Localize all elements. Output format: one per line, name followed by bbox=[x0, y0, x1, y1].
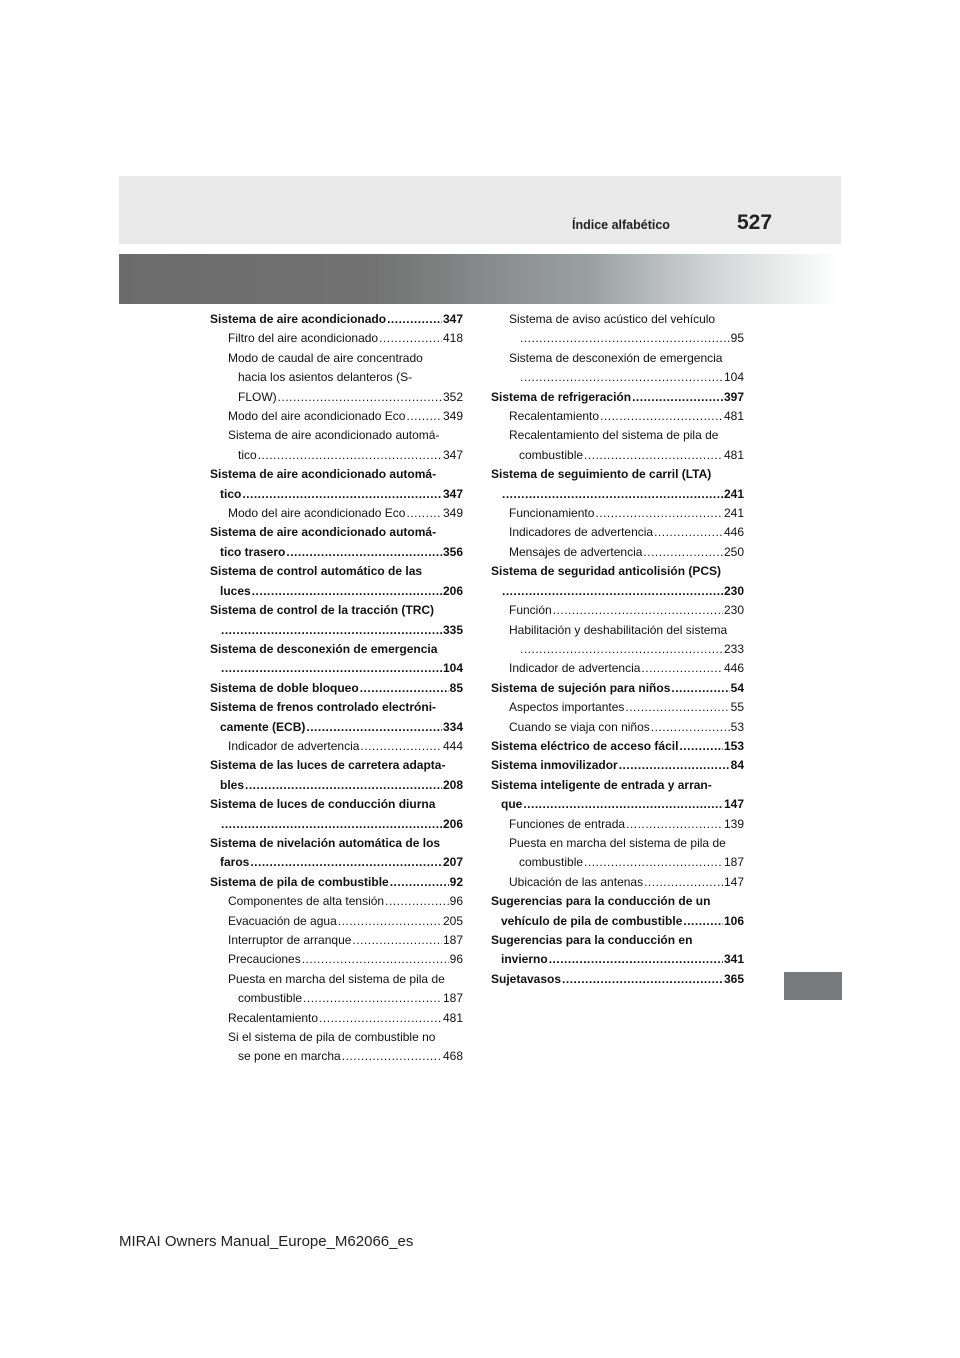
index-entry bbox=[491, 388, 744, 407]
dot-leader bbox=[379, 329, 442, 348]
index-entry-page: 187 bbox=[442, 991, 463, 1006]
index-entry-text: Sistema de control automático de las bbox=[210, 564, 423, 579]
index-entry bbox=[210, 776, 463, 795]
index-entry bbox=[491, 815, 744, 834]
index-entry-page: 341 bbox=[723, 952, 744, 967]
index-entry bbox=[491, 795, 744, 814]
dot-leader bbox=[654, 523, 723, 542]
index-side-tab bbox=[784, 972, 842, 1000]
index-entry bbox=[491, 465, 744, 484]
dot-leader bbox=[619, 756, 730, 775]
index-entry-text: Sistema de frenos controlado electróni- bbox=[210, 700, 437, 715]
index-entry bbox=[210, 970, 463, 989]
index-entry bbox=[491, 834, 744, 853]
index-entry bbox=[210, 543, 463, 562]
dot-leader bbox=[258, 446, 442, 465]
index-entry-text: Evacuación de agua bbox=[228, 913, 337, 928]
index-entry bbox=[491, 776, 744, 795]
index-entry-page: 104 bbox=[723, 370, 744, 385]
dot-leader bbox=[595, 504, 723, 523]
index-entry-text: Funciones de entrada bbox=[509, 816, 626, 831]
index-entry bbox=[491, 407, 744, 426]
index-entry bbox=[210, 698, 463, 717]
dot-leader bbox=[352, 931, 442, 950]
dot-leader bbox=[643, 543, 723, 562]
index-entry-page: 53 bbox=[730, 719, 744, 734]
index-entry-text: Ubicación de las antenas bbox=[509, 874, 644, 889]
index-entry-page: 187 bbox=[442, 933, 463, 947]
index-entry-text: Sistema de desconexión de emergencia bbox=[210, 641, 438, 656]
index-entry bbox=[210, 737, 463, 756]
index-entry bbox=[210, 485, 463, 504]
index-entry-page: 241 bbox=[723, 486, 744, 501]
index-entry-text: Sistema de pila de combustible bbox=[210, 874, 389, 889]
index-entry-page: 96 bbox=[449, 894, 463, 909]
index-entry-text: Sistema de desconexión de emergencia bbox=[509, 350, 723, 365]
dot-leader bbox=[360, 737, 442, 756]
index-entry-text: Sugerencias para la conducción de un bbox=[491, 894, 711, 909]
dot-leader bbox=[278, 388, 442, 407]
dot-leader bbox=[520, 640, 723, 659]
dot-leader bbox=[385, 892, 449, 911]
page-number: 527 bbox=[737, 211, 773, 234]
index-entry bbox=[491, 426, 744, 445]
index-entry bbox=[210, 950, 463, 969]
index-entry bbox=[491, 310, 744, 329]
index-entry bbox=[491, 368, 744, 387]
index-entry bbox=[491, 601, 744, 620]
index-entry bbox=[491, 562, 744, 581]
index-entry-text: vehículo de pila de combustible bbox=[501, 913, 683, 928]
index-entry bbox=[491, 912, 744, 931]
index-entry-page: 335 bbox=[442, 622, 463, 637]
index-entry-text: Indicadores de advertencia bbox=[509, 525, 654, 540]
index-entry-text: invierno bbox=[501, 952, 548, 967]
index-entry-page: 365 bbox=[723, 971, 744, 986]
index-entry bbox=[491, 659, 744, 678]
index-entry-text: Sistema eléctrico de acceso fácil bbox=[491, 738, 679, 753]
index-column-left bbox=[210, 310, 463, 1067]
dot-leader bbox=[245, 776, 442, 795]
index-entry-text: Sistema de aire acondicionado automá- bbox=[210, 525, 437, 540]
index-entry bbox=[210, 504, 463, 523]
index-entry bbox=[491, 621, 744, 640]
dot-leader bbox=[683, 912, 723, 931]
dot-leader bbox=[520, 329, 730, 348]
index-entry bbox=[210, 621, 463, 640]
index-entry bbox=[491, 349, 744, 368]
dot-leader bbox=[338, 912, 442, 931]
dot-leader bbox=[286, 543, 442, 562]
dot-leader bbox=[644, 873, 723, 892]
index-entry bbox=[491, 718, 744, 737]
index-entry-text: Componentes de alta tensión bbox=[228, 894, 385, 909]
index-entry-text: combustible bbox=[519, 447, 584, 462]
dot-leader bbox=[553, 601, 723, 620]
index-entry-page: 356 bbox=[442, 544, 463, 559]
index-entry bbox=[210, 349, 463, 368]
index-entry bbox=[210, 601, 463, 620]
index-entry-text: Modo del aire acondicionado Eco bbox=[228, 506, 406, 521]
index-entry-text: Si el sistema de pila de combustible no bbox=[228, 1030, 436, 1045]
index-entry-text: camente (ECB) bbox=[220, 719, 306, 734]
index-entry-page: 468 bbox=[442, 1049, 463, 1064]
index-entry-page: 55 bbox=[730, 700, 744, 715]
index-entry-page: 481 bbox=[723, 447, 744, 462]
index-entry-text: Recalentamiento bbox=[228, 1010, 319, 1025]
index-entry-page: 187 bbox=[723, 855, 744, 870]
index-entry bbox=[491, 446, 744, 465]
index-entry bbox=[491, 679, 744, 698]
dot-leader bbox=[584, 853, 723, 872]
index-entry-text: Sistema de refrigeración bbox=[491, 389, 632, 404]
index-entry bbox=[210, 582, 463, 601]
index-entry-text: faros bbox=[220, 855, 250, 870]
index-entry bbox=[210, 465, 463, 484]
index-entry-page: 54 bbox=[730, 680, 744, 695]
index-entry-text: Recalentamiento del sistema de pila de bbox=[509, 428, 719, 443]
index-entry-page: 481 bbox=[723, 409, 744, 424]
index-entry bbox=[210, 815, 463, 834]
index-entry bbox=[210, 523, 463, 542]
index-entry bbox=[491, 970, 744, 989]
dot-leader bbox=[250, 853, 442, 872]
index-entry-page: 92 bbox=[449, 874, 463, 889]
index-entry bbox=[210, 718, 463, 737]
index-entry-page: 147 bbox=[723, 874, 744, 889]
index-entry-page: 241 bbox=[723, 506, 744, 521]
index-entry bbox=[210, 853, 463, 872]
dot-leader bbox=[406, 504, 442, 523]
index-entry-text: que bbox=[501, 797, 523, 812]
index-entry bbox=[210, 562, 463, 581]
index-entry-text: Recalentamiento bbox=[509, 409, 600, 424]
index-entry-page: 230 bbox=[723, 603, 744, 618]
index-entry-page: 446 bbox=[723, 661, 744, 676]
index-entry-page: 446 bbox=[723, 525, 744, 540]
index-entry bbox=[491, 737, 744, 756]
index-entry-text: Sistema de nivelación automática de los bbox=[210, 835, 441, 850]
index-entry-text: Mensajes de advertencia bbox=[509, 544, 643, 559]
header-band bbox=[119, 254, 841, 304]
dot-leader bbox=[641, 659, 723, 678]
index-entry-page: 208 bbox=[442, 777, 463, 792]
index-entry bbox=[491, 329, 744, 348]
index-entry-text: Cuando se viaja con niños bbox=[509, 719, 650, 734]
index-entry-text: luces bbox=[220, 583, 251, 598]
dot-leader bbox=[360, 679, 449, 698]
index-entry bbox=[491, 853, 744, 872]
index-entry-text: tico trasero bbox=[220, 544, 286, 559]
index-entry-text: Sistema de aire acondicionado bbox=[210, 312, 387, 326]
index-entry bbox=[210, 1047, 463, 1066]
index-entry bbox=[210, 310, 463, 329]
index-entry bbox=[491, 543, 744, 562]
index-entry-text: Aspectos importantes bbox=[509, 700, 625, 715]
index-entry-text: Puesta en marcha del sistema de pila de bbox=[228, 971, 445, 986]
index-entry-text: hacia los asientos delanteros (S- bbox=[238, 370, 413, 385]
dot-leader bbox=[523, 795, 723, 814]
index-entry bbox=[210, 329, 463, 348]
index-entry-page: 349 bbox=[442, 506, 463, 521]
dot-leader bbox=[600, 407, 723, 426]
index-entry bbox=[210, 659, 463, 678]
index-entry-page: 206 bbox=[442, 583, 463, 598]
section-title: Índice alfabético bbox=[572, 218, 670, 232]
index-entry-page: 230 bbox=[723, 583, 744, 598]
index-entry-text: combustible bbox=[238, 991, 303, 1006]
index-entry-text: Sugerencias para la conducción en bbox=[491, 933, 693, 947]
index-entry-text: Modo del aire acondicionado Eco bbox=[228, 409, 406, 424]
index-entry bbox=[491, 698, 744, 717]
index-entry bbox=[491, 892, 744, 911]
index-entry-text: Puesta en marcha del sistema de pila de bbox=[509, 835, 726, 850]
index-entry-page: 349 bbox=[442, 409, 463, 424]
index-column-right bbox=[491, 310, 744, 989]
index-entry-text: Sistema de sujeción para niños bbox=[491, 680, 671, 695]
index-entry-text: Sistema de las luces de carretera adapta- bbox=[210, 758, 446, 773]
index-entry-text: tico bbox=[238, 447, 257, 462]
header-box bbox=[119, 176, 841, 244]
index-entry-text: Indicador de advertencia bbox=[509, 661, 641, 676]
index-entry-page: 418 bbox=[442, 331, 463, 346]
dot-leader bbox=[626, 815, 723, 834]
index-entry-page: 397 bbox=[723, 389, 744, 404]
index-entry bbox=[210, 446, 463, 465]
index-entry bbox=[210, 912, 463, 931]
dot-leader bbox=[221, 621, 442, 640]
index-entry-text: combustible bbox=[519, 855, 584, 870]
dot-leader bbox=[632, 388, 723, 407]
index-entry-page: 96 bbox=[449, 952, 463, 967]
index-entry bbox=[210, 1009, 463, 1028]
index-entry bbox=[491, 485, 744, 504]
footer-text: MIRAI Owners Manual_Europe_M62066_es bbox=[119, 1233, 414, 1250]
index-entry-text: Sistema de seguimiento de carril (LTA) bbox=[491, 467, 712, 482]
index-entry bbox=[210, 931, 463, 950]
index-entry-page: 139 bbox=[723, 816, 744, 831]
index-entry-page: 347 bbox=[442, 312, 463, 326]
index-entry-page: 147 bbox=[723, 797, 744, 812]
index-entry-text: Sistema inteligente de entrada y arran- bbox=[491, 777, 712, 792]
index-entry-page: 95 bbox=[730, 331, 744, 346]
index-entry-page: 85 bbox=[449, 680, 463, 695]
index-entry bbox=[210, 640, 463, 659]
index-entry bbox=[210, 873, 463, 892]
index-entry-text: bles bbox=[220, 777, 245, 792]
index-entry-text: Sistema de aviso acústico del vehículo bbox=[509, 312, 716, 326]
index-entry bbox=[210, 989, 463, 1008]
index-entry-page: 347 bbox=[442, 486, 463, 501]
dot-leader bbox=[390, 873, 449, 892]
dot-leader bbox=[502, 485, 723, 504]
dot-leader bbox=[221, 815, 442, 834]
dot-leader bbox=[502, 582, 723, 601]
index-entry-text: Sistema de aire acondicionado automá- bbox=[228, 428, 440, 443]
index-entry-text: FLOW) bbox=[238, 389, 277, 404]
index-entry bbox=[491, 950, 744, 969]
dot-leader bbox=[387, 310, 442, 329]
index-entry-text: Sistema de control de la tracción (TRC) bbox=[210, 603, 435, 618]
index-entry-page: 347 bbox=[442, 447, 463, 462]
index-entry-text: Filtro del aire acondicionado bbox=[228, 331, 379, 346]
index-entry bbox=[210, 795, 463, 814]
index-entry bbox=[210, 407, 463, 426]
index-entry-page: 205 bbox=[442, 913, 463, 928]
dot-leader bbox=[625, 698, 729, 717]
index-entry bbox=[210, 892, 463, 911]
index-entry-text: Sistema de doble bloqueo bbox=[210, 680, 359, 695]
index-entry-page: 106 bbox=[723, 913, 744, 928]
index-entry-text: Sujetavasos bbox=[491, 971, 562, 986]
index-entry bbox=[210, 834, 463, 853]
index-entry-page: 84 bbox=[730, 758, 744, 773]
index-entry bbox=[491, 931, 744, 950]
index-entry-text: Funcionamiento bbox=[509, 506, 595, 521]
index-entry bbox=[210, 426, 463, 445]
index-entry-page: 153 bbox=[723, 738, 744, 753]
index-entry bbox=[491, 756, 744, 775]
index-entry-page: 352 bbox=[442, 389, 463, 404]
index-entry bbox=[210, 756, 463, 775]
dot-leader bbox=[342, 1047, 442, 1066]
index-entry-text: Habilitación y deshabilitación del sistema bbox=[509, 622, 728, 637]
index-entry-text: Indicador de advertencia bbox=[228, 738, 360, 753]
dot-leader bbox=[319, 1009, 442, 1028]
index-entry-page: 207 bbox=[442, 855, 463, 870]
index-entry bbox=[210, 1028, 463, 1047]
index-entry-page: 233 bbox=[723, 641, 744, 656]
index-entry-text: tico bbox=[220, 486, 242, 501]
dot-leader bbox=[302, 950, 449, 969]
index-entry-text: Sistema inmovilizador bbox=[491, 758, 618, 773]
index-entry-text: se pone en marcha bbox=[238, 1049, 341, 1064]
index-entry-text: Sistema de seguridad anticolisión (PCS) bbox=[491, 564, 722, 579]
index-entry-text: Sistema de luces de conducción diurna bbox=[210, 797, 436, 812]
index-entry bbox=[491, 640, 744, 659]
dot-leader bbox=[562, 970, 723, 989]
dot-leader bbox=[242, 485, 442, 504]
index-entry-page: 250 bbox=[723, 544, 744, 559]
index-entry-text: Sistema de aire acondicionado automá- bbox=[210, 467, 437, 482]
index-entry-page: 334 bbox=[442, 719, 463, 734]
index-entry-page: 206 bbox=[442, 816, 463, 831]
dot-leader bbox=[549, 950, 723, 969]
index-entry bbox=[491, 873, 744, 892]
index-entry-page: 481 bbox=[442, 1010, 463, 1025]
index-entry bbox=[491, 523, 744, 542]
index-entry bbox=[210, 679, 463, 698]
index-entry-page: 444 bbox=[442, 738, 463, 753]
index-entry-text: Modo de caudal de aire concentrado bbox=[228, 350, 423, 365]
index-entry bbox=[210, 368, 463, 387]
dot-leader bbox=[584, 446, 723, 465]
dot-leader bbox=[651, 718, 730, 737]
dot-leader bbox=[252, 582, 442, 601]
index-entry-text: Función bbox=[509, 603, 552, 618]
index-entry-page: 104 bbox=[442, 661, 463, 676]
dot-leader bbox=[221, 659, 442, 678]
index-entry bbox=[491, 504, 744, 523]
index-entry-text: Interruptor de arranque bbox=[228, 933, 352, 947]
dot-leader bbox=[303, 989, 442, 1008]
dot-leader bbox=[671, 679, 729, 698]
index-entry-text: Precauciones bbox=[228, 952, 301, 967]
index-entry bbox=[210, 388, 463, 407]
dot-leader bbox=[520, 368, 723, 387]
dot-leader bbox=[306, 718, 442, 737]
dot-leader bbox=[406, 407, 442, 426]
dot-leader bbox=[679, 737, 723, 756]
index-entry bbox=[491, 582, 744, 601]
